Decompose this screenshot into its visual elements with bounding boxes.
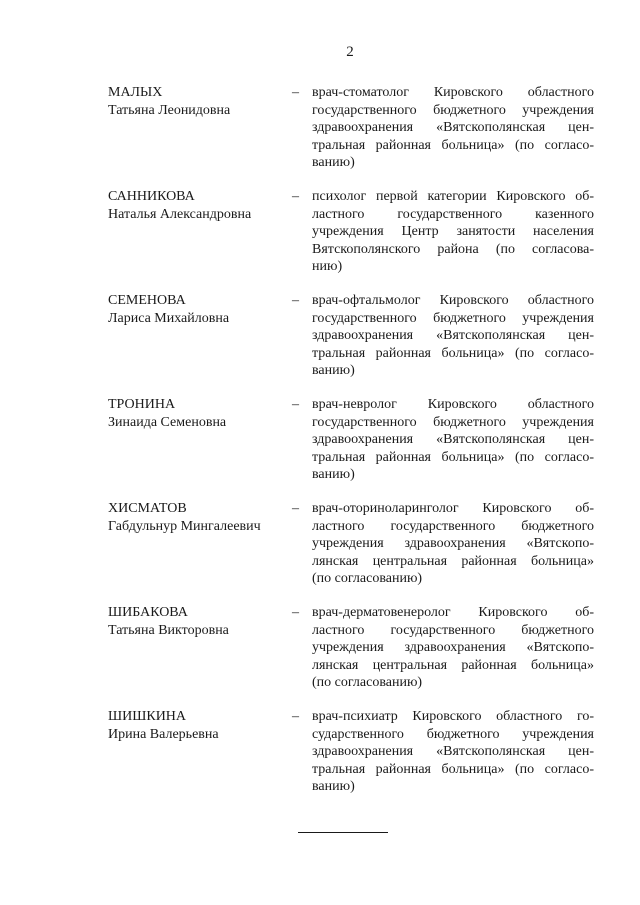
member-position — [312, 188, 594, 292]
position-line: сударственного бюджетного учреждения — [312, 726, 594, 742]
end-of-list-rule — [298, 832, 388, 833]
member-entry — [108, 188, 594, 292]
position-line: лянская центральная районная больница» — [312, 657, 594, 673]
position-line: ластного государственного бюджетного — [312, 622, 594, 638]
member-surname: САННИКОВА — [108, 189, 195, 204]
member-position — [312, 84, 594, 188]
position-line: ластного государственного казенного — [312, 206, 594, 222]
position-line: врач-дерматовенеролог Кировского об- — [312, 605, 594, 620]
dash-separator: – — [292, 709, 299, 724]
commission-member-list — [108, 84, 594, 812]
position-line: ластного государственного бюджетного — [312, 518, 594, 534]
position-line: (по согласованию) — [312, 675, 423, 690]
member-position — [312, 500, 594, 604]
position-line: психолог первой категории Кировского об- — [312, 189, 594, 204]
position-line: ванию) — [312, 155, 355, 170]
member-given-names: Татьяна Викторовна — [108, 622, 229, 638]
position-line: нию) — [312, 259, 343, 274]
member-surname: МАЛЫХ — [108, 85, 163, 100]
position-line: ванию) — [312, 363, 355, 378]
member-entry — [108, 84, 594, 188]
member-name — [108, 708, 292, 812]
position-line: тральная районная больница» (по согласо- — [312, 449, 594, 465]
position-line: врач-психиатр Кировского областного го- — [312, 709, 594, 724]
position-line: тральная районная больница» (по согласо- — [312, 345, 594, 361]
position-line: (по согласованию) — [312, 571, 423, 586]
member-name — [108, 604, 292, 708]
position-line: учреждения здравоохранения «Вятскопо- — [312, 536, 594, 551]
member-position — [312, 708, 594, 812]
member-name — [108, 84, 292, 188]
position-line: Вятскополянского района (по согласова- — [312, 241, 594, 257]
member-name — [108, 396, 292, 500]
position-line: ванию) — [312, 779, 355, 794]
member-given-names: Ирина Валерьевна — [108, 726, 219, 742]
member-given-names: Татьяна Леонидовна — [108, 102, 231, 118]
member-surname: ШИБАКОВА — [108, 605, 188, 620]
dash-separator: – — [292, 501, 299, 516]
member-surname: СЕМЕНОВА — [108, 293, 186, 308]
member-entry — [108, 500, 594, 604]
position-line: врач-стоматолог Кировского областного — [312, 85, 594, 100]
position-line: здравоохранения «Вятскополянская цен- — [312, 328, 594, 343]
position-line: тральная районная больница» (по согласо- — [312, 761, 594, 777]
position-line: ванию) — [312, 467, 355, 482]
position-line: здравоохранения «Вятскополянская цен- — [312, 432, 594, 447]
position-line: учреждения здравоохранения «Вятскопо- — [312, 640, 594, 655]
member-surname: ТРОНИНА — [108, 397, 176, 412]
position-line: учреждения Центр занятости населения — [312, 224, 594, 239]
position-line: врач-оториноларинголог Кировского об- — [312, 501, 594, 516]
position-line: врач-невролог Кировского областного — [312, 397, 594, 412]
member-entry — [108, 604, 594, 708]
position-line: тральная районная больница» (по согласо- — [312, 137, 594, 153]
position-line: государственного бюджетного учреждения — [312, 310, 594, 326]
member-name — [108, 292, 292, 396]
member-name — [108, 500, 292, 604]
position-line: государственного бюджетного учреждения — [312, 102, 594, 118]
position-line: здравоохранения «Вятскополянская цен- — [312, 744, 594, 759]
dash-separator: – — [292, 85, 299, 100]
dash-separator: – — [292, 605, 299, 620]
member-given-names: Лариса Михайловна — [108, 310, 230, 326]
position-line: здравоохранения «Вятскополянская цен- — [312, 120, 594, 135]
member-position — [312, 604, 594, 708]
member-name — [108, 188, 292, 292]
dash-separator: – — [292, 397, 299, 412]
member-position — [312, 396, 594, 500]
member-given-names: Зинаида Семеновна — [108, 414, 227, 430]
dash-separator: – — [292, 293, 299, 308]
member-entry — [108, 292, 594, 396]
member-position — [312, 292, 594, 396]
position-line: врач-офтальмолог Кировского областного — [312, 293, 594, 308]
member-given-names: Габдульнур Мингалеевич — [108, 518, 261, 534]
member-surname: ШИШКИНА — [108, 709, 187, 724]
dash-separator: – — [292, 189, 299, 204]
position-line: государственного бюджетного учреждения — [312, 414, 594, 430]
member-entry — [108, 708, 594, 812]
member-given-names: Наталья Александровна — [108, 206, 252, 222]
member-surname: ХИСМАТОВ — [108, 501, 187, 516]
page-number: 2 — [346, 44, 354, 60]
member-entry — [108, 396, 594, 500]
position-line: лянская центральная районная больница» — [312, 553, 594, 569]
